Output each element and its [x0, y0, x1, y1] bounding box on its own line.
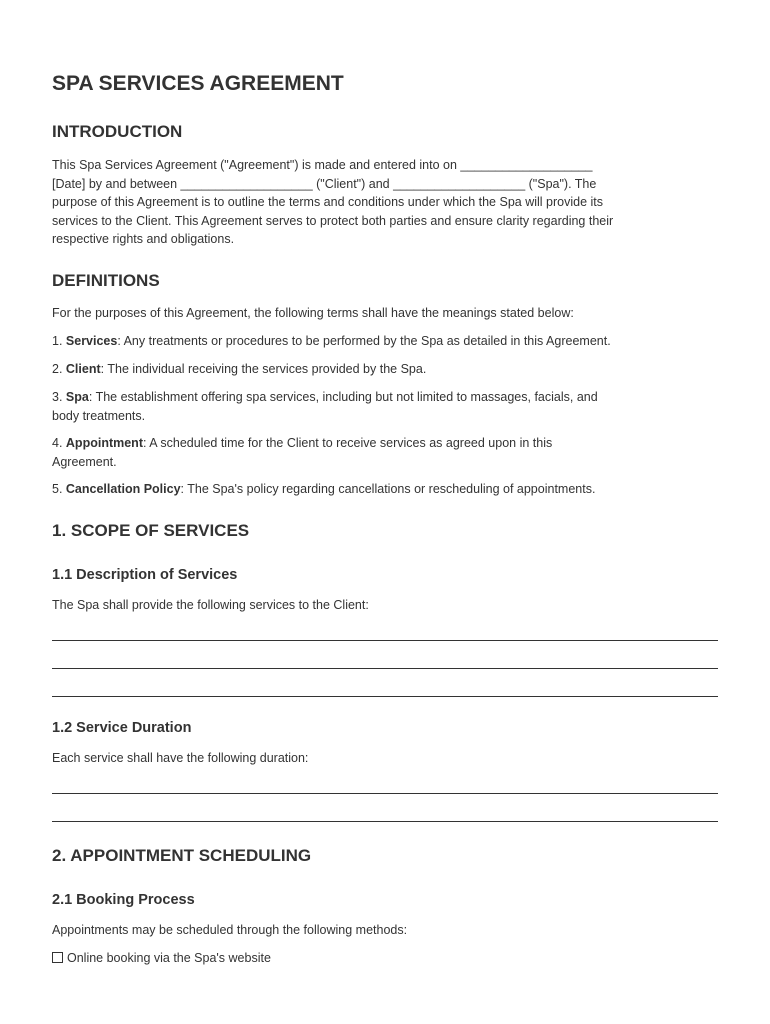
booking-option-item[interactable]	[52, 949, 722, 968]
booking-process-heading: 2.1 Booking Process	[52, 892, 195, 908]
definitions-heading: DEFINITIONS	[52, 271, 160, 290]
definition-item	[52, 360, 722, 379]
blank-fill-line[interactable]	[52, 821, 718, 822]
definition-term: Spa	[65, 390, 89, 404]
service-duration-heading: 1.2 Service Duration	[52, 720, 192, 736]
definitions-intro: For the purposes of this Agreement, the following terms shall have the meanings stated below:	[52, 306, 574, 320]
introduction-line: [Date] by and between ___________________ ("Client") and ___________________ ("Spa"). The	[52, 176, 597, 191]
definition-text: : The individual receiving the services provided by the Spa.	[100, 362, 427, 376]
introduction-line: purpose of this Agreement is to outline the terms and conditions under which the Spa will provide its	[52, 195, 604, 209]
definition-term: Services	[65, 334, 118, 348]
definition-term: Client	[65, 362, 101, 376]
checkbox-icon[interactable]	[52, 952, 63, 963]
definition-number: 3.	[52, 390, 66, 404]
document-title: SPA SERVICES AGREEMENT	[52, 72, 344, 95]
service-duration-text: Each service shall have the following duration:	[52, 751, 309, 765]
definition-text: : The establishment offering spa services, including but not limited to massages, facials, and	[88, 390, 598, 404]
definition-item	[52, 434, 722, 471]
description-of-services-text: The Spa shall provide the following services to the Client:	[52, 598, 369, 612]
booking-process-text: Appointments may be scheduled through the following methods:	[52, 923, 408, 937]
definition-term: Appointment	[65, 436, 143, 450]
definition-term: Cancellation Policy	[65, 482, 181, 496]
introduction-heading: INTRODUCTION	[52, 122, 183, 141]
introduction-line: This Spa Services Agreement ("Agreement") is made and entered into on ___________________	[52, 158, 593, 172]
definition-number: 1.	[52, 334, 66, 348]
definition-number: 2.	[52, 362, 66, 376]
introduction-line: services to the Client. This Agreement serves to protect both parties and ensure clarity regarding their	[52, 213, 614, 228]
introduction-line: respective rights and obligations.	[52, 232, 235, 246]
booking-option-label: Online booking via the Spa's website	[67, 951, 271, 965]
definition-item	[52, 480, 722, 499]
definition-number: 5.	[52, 482, 66, 496]
blank-fill-line[interactable]	[52, 696, 718, 697]
blank-fill-line[interactable]	[52, 668, 718, 669]
description-of-services-heading: 1.1 Description of Services	[52, 567, 238, 583]
blank-fill-line[interactable]	[52, 640, 718, 641]
introduction-paragraph	[52, 156, 722, 249]
definition-text: : A scheduled time for the Client to receive services as agreed upon in this	[142, 436, 553, 450]
scope-heading: 1. SCOPE OF SERVICES	[52, 521, 250, 540]
blank-fill-line[interactable]	[52, 793, 718, 794]
definition-text: : Any treatments or procedures to be performed by the Spa as detailed in this Agreement.	[117, 334, 611, 348]
definition-item	[52, 332, 722, 351]
definition-item	[52, 388, 722, 425]
definition-number: 4.	[52, 436, 66, 450]
definition-text: : The Spa's policy regarding cancellations or rescheduling of appointments.	[180, 482, 596, 496]
definition-text-continued: Agreement.	[52, 454, 117, 469]
scheduling-heading: 2. APPOINTMENT SCHEDULING	[52, 846, 312, 865]
definition-text-continued: body treatments.	[52, 408, 146, 423]
